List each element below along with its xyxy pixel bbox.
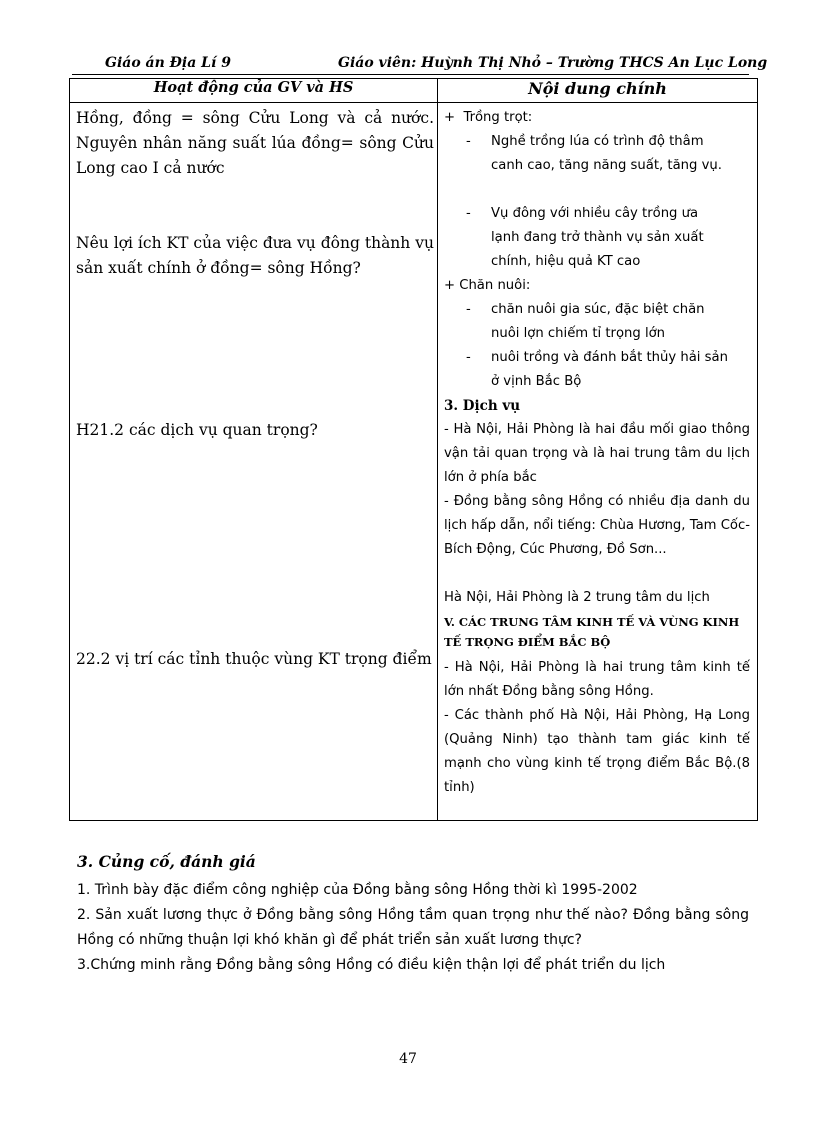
activities-cell — [70, 103, 438, 821]
crop-item-1-line-2: canh cao, tăng năng suất, tăng vụ. — [491, 158, 722, 173]
column-header-activities: Hoạt động của GV và HS — [70, 79, 438, 103]
services-paragraph-1: - Hà Nội, Hải Phòng là hai đầu mối giao thông vận tải quan trọng và là hai trung tâm du lịch lớn ở phía bắc — [444, 422, 750, 485]
livestock-item-1-line-1: chăn nuôi gia súc, đặc biệt chăn — [491, 302, 705, 317]
header-rule — [72, 74, 749, 75]
teacher-question-2: Nêu lợi ích KT của việc đưa vụ đông thành vụ sản xuất chính ở đồng= sông Hồng? — [76, 234, 434, 277]
dash-bullet: - — [466, 134, 471, 149]
column-header-content: Nội dung chính — [438, 79, 758, 103]
review-question-1: 1. Trình bày đặc điểm công nghiệp của Đồng bằng sông Hồng thời kì 1995-2002 — [77, 882, 638, 898]
crop-item-2-line-1: Vụ đông với nhiều cây trồng ưa — [491, 206, 699, 221]
dash-bullet: - — [466, 302, 471, 317]
content-cell — [438, 103, 758, 821]
services-heading: 3. Dịch vụ — [444, 398, 521, 414]
dash-bullet: - — [466, 206, 471, 221]
header-teacher: Giáo viên: Huỳnh Thị Nhỏ – Trường THCS An Lục Long — [338, 55, 768, 71]
header-subject: Giáo án Địa Lí 9 — [105, 55, 231, 71]
teacher-question-4: 22.2 vị trí các tỉnh thuộc vùng KT trọng điểm — [76, 650, 432, 668]
section-5-paragraph-2: - Các thành phố Hà Nội, Hải Phòng, Hạ Long (Quảng Ninh) tạo thành tam giác kinh tế mạnh cho vùng kinh tế trọng điểm Bắc Bộ.(8 tỉnh) — [444, 708, 750, 795]
crop-heading — [444, 106, 748, 130]
section-5-heading-line-1: V. CÁC TRUNG TÂM KINH TẾ VÀ VÙNG KINH — [444, 615, 740, 629]
livestock-heading: + Chăn nuôi: — [444, 278, 531, 293]
page-number: 47 — [399, 1051, 417, 1067]
livestock-item-2-line-2: ở vịnh Bắc Bộ — [491, 374, 582, 389]
services-paragraph-3: Hà Nội, Hải Phòng là 2 trung tâm du lịch — [444, 590, 710, 605]
section-5-heading-line-2: TẾ TRỌNG ĐIỂM BẮC BỘ — [444, 635, 611, 649]
livestock-item-2-line-1: nuôi trồng và đánh bắt thủy hải sản — [491, 350, 728, 365]
table-header-row — [70, 79, 758, 103]
crop-item-2-line-3: chính, hiệu quả KT cao — [491, 254, 641, 269]
lesson-table — [69, 78, 758, 821]
crop-item-2-line-2: lạnh đang trở thành vụ sản xuất — [491, 230, 704, 245]
plus-bullet: + — [444, 110, 456, 125]
livestock-item-1-line-2: nuôi lợn chiếm tỉ trọng lớn — [491, 326, 666, 341]
services-paragraph-2: - Đồng bằng sông Hồng có nhiều địa danh du lịch hấp dẫn, nổi tiếng: Chùa Hương, Tam Cốc- Bích Động, Cúc Phương, Đồ Sơn... — [444, 494, 750, 557]
table-row — [70, 103, 758, 821]
dash-bullet: - — [466, 350, 471, 365]
crop-heading-text: Trồng trọt: — [463, 110, 533, 125]
teacher-question-3: H21.2 các dịch vụ quan trọng? — [76, 421, 318, 439]
review-question-2: 2. Sản xuất lương thực ở Đồng bằng sông Hồng tầm quan trọng như thế nào? Đồng bằng sông Hồng có những thuận lợi khó khăn gì để phát triển sản xuất lương thực? — [77, 907, 749, 948]
section-5-paragraph-1: - Hà Nội, Hải Phòng là hai trung tâm kinh tế lớn nhất Đồng bằng sông Hồng. — [444, 660, 750, 699]
crop-item-1-line-1: Nghề trồng lúa có trình độ thâm — [491, 134, 704, 149]
review-question-3: 3.Chứng minh rằng Đồng bằng sông Hồng có điều kiện thận lợi để phát triển du lịch — [77, 957, 666, 973]
review-section-title: 3. Củng cố, đánh giá — [77, 852, 256, 871]
teacher-question-1: Hồng, đồng = sông Cửu Long và cả nước. Nguyên nhân năng suất lúa đồng= sông Cửu Long cao I cả nước — [76, 109, 434, 177]
